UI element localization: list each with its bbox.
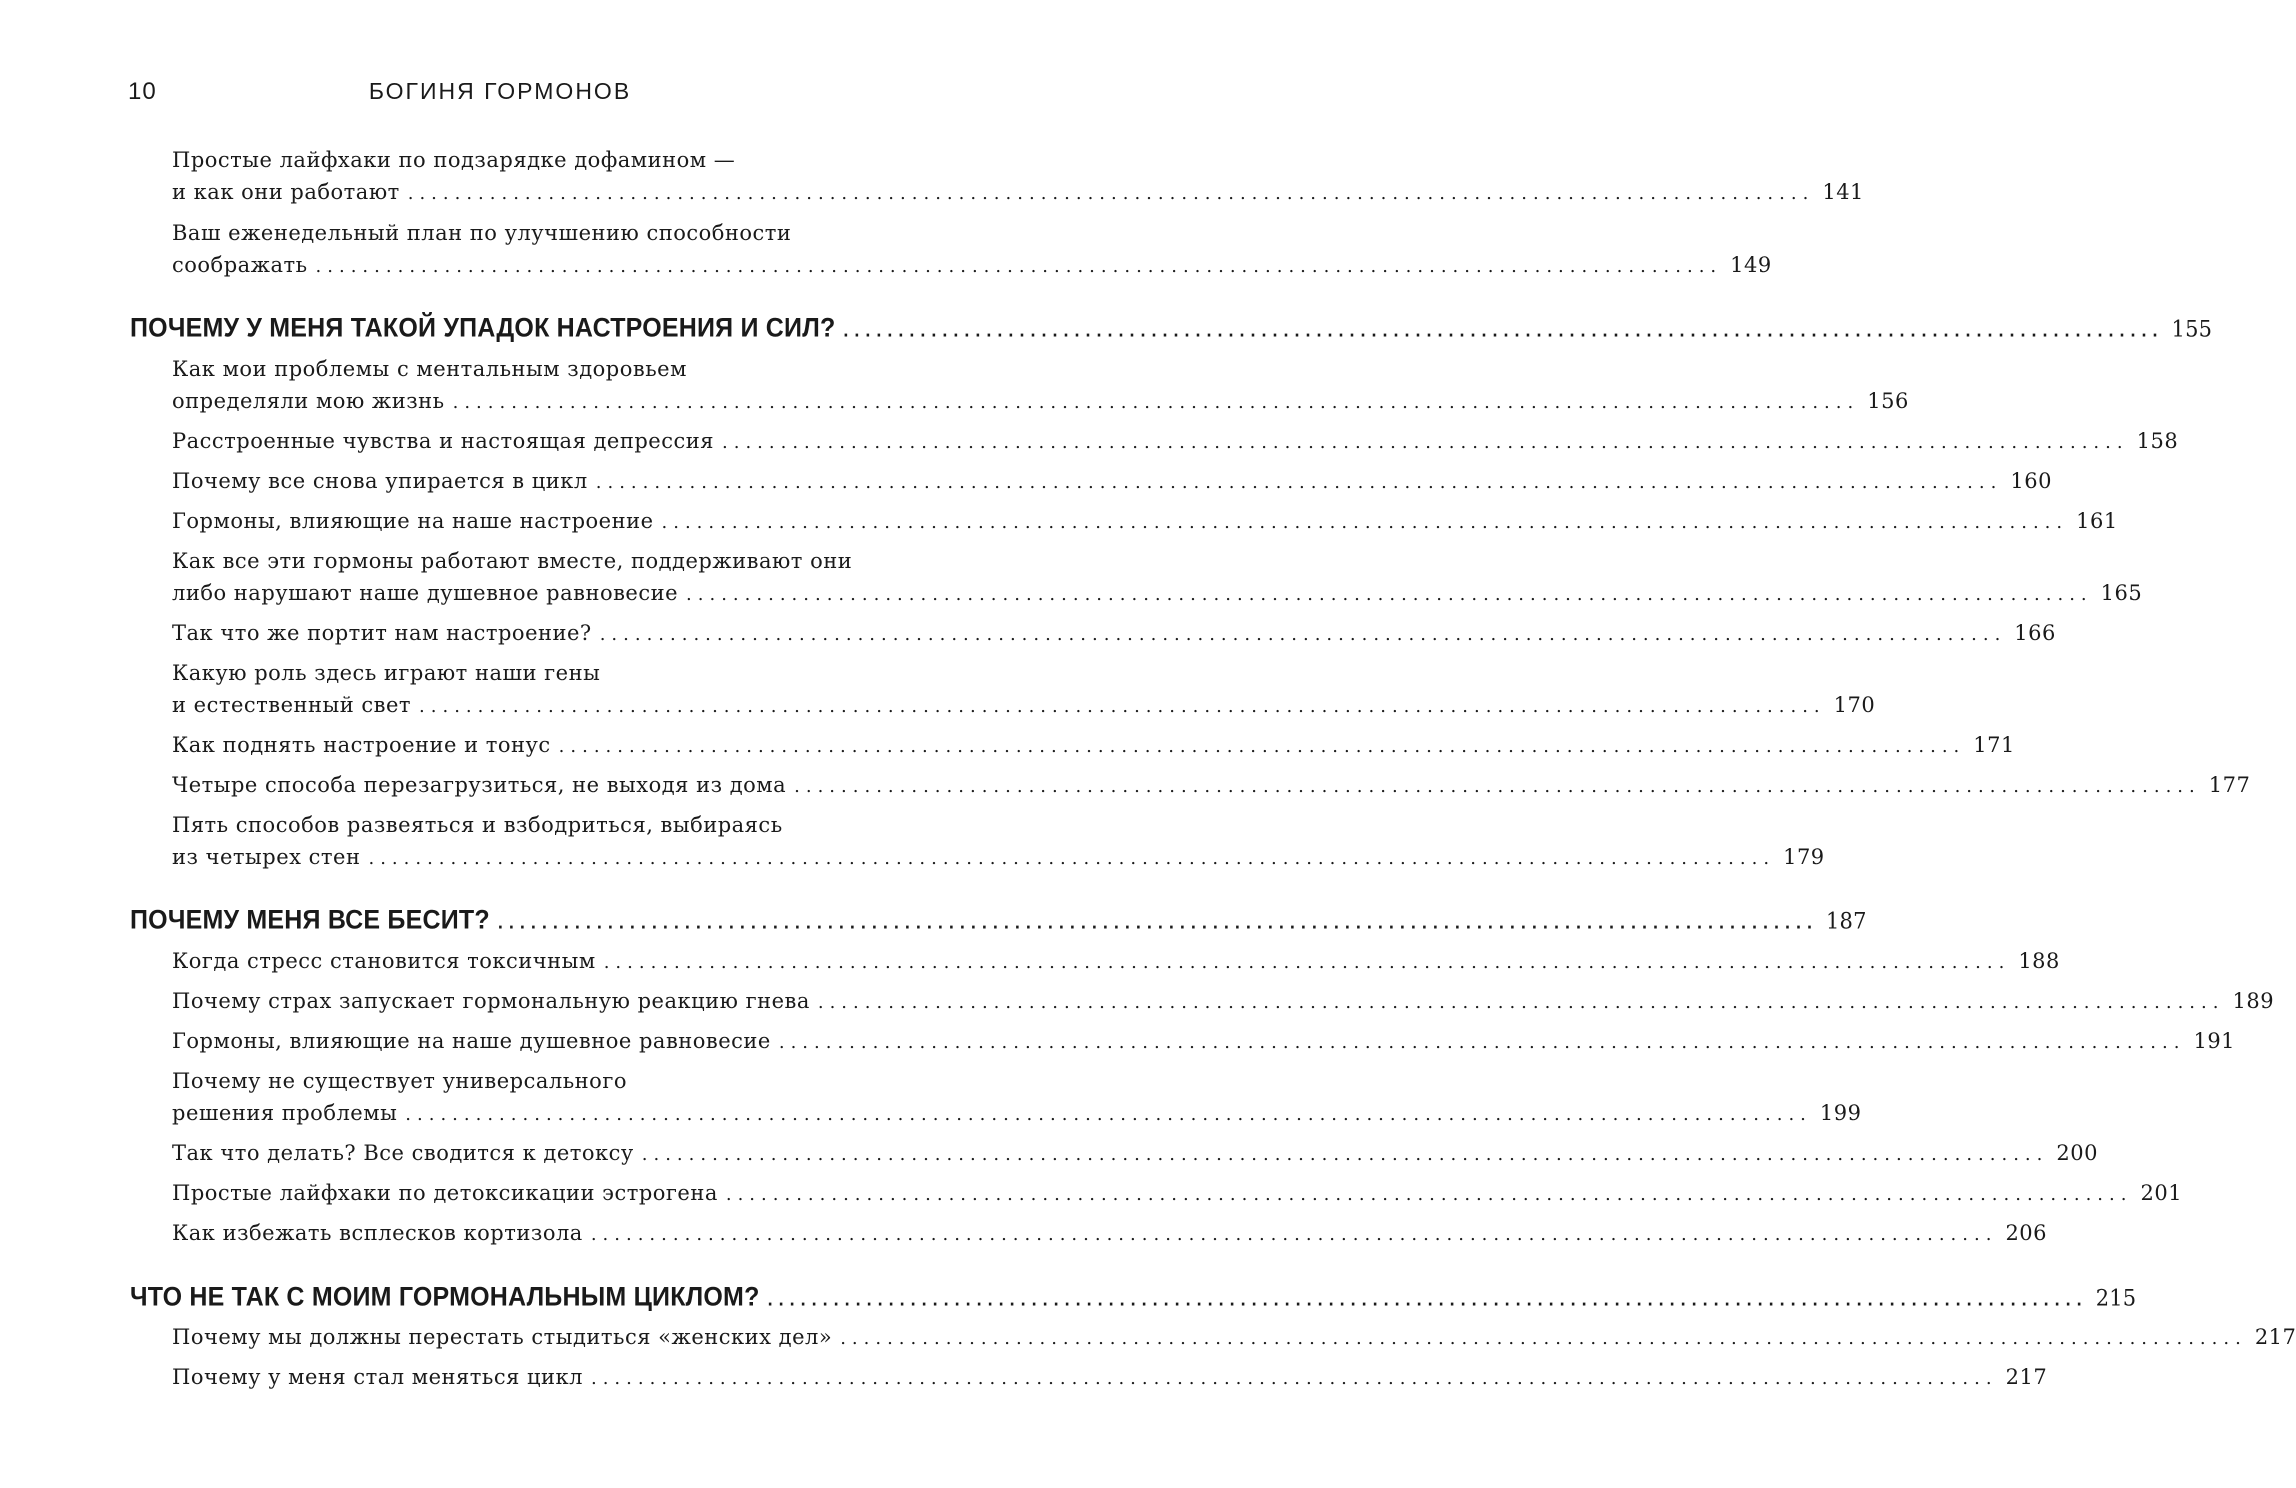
toc-page-number: 187 (1825, 908, 1867, 934)
toc-chapter[interactable] (130, 312, 2213, 344)
toc-page-number: 215 (2095, 1285, 2137, 1311)
toc-entry[interactable] (172, 1181, 2183, 1205)
toc-page-number: 149 (1730, 253, 1772, 277)
toc-entry[interactable] (172, 1221, 2048, 1245)
toc-leader-dots: ........................................................................................................................ (452, 392, 1860, 413)
toc-leader-dots: ........................................................................................................................ (725, 1184, 2133, 1205)
toc-leader-dots: ........................................................................................................................ (595, 472, 2003, 493)
toc-entry-text: Почему страх запускает гормональную реакцию гнева (172, 989, 810, 1013)
toc-entry-text: Почему мы должны перестать стыдиться «женских дел» (172, 1325, 833, 1349)
toc-entry[interactable] (172, 253, 1772, 277)
toc-entry-text: Так что делать? Все сводится к детоксу (172, 1141, 634, 1165)
toc-leader-dots: ........................................................................................................................ (315, 256, 1723, 277)
toc-entry[interactable] (172, 949, 2060, 973)
toc-leader-dots: ........................................................................................................................ (603, 952, 2011, 973)
toc-entry-text: Почему все снова упирается в цикл (172, 469, 588, 493)
toc-entry-text: Гормоны, влияющие на наше душевное равновесие (172, 1029, 771, 1053)
toc-leader-dots: ........................................................................................................................ (767, 1288, 2088, 1310)
toc-entry[interactable] (172, 693, 1876, 717)
toc-entry[interactable] (172, 621, 2056, 645)
toc-entry[interactable] (172, 1141, 2098, 1165)
toc-entry-text: Как все эти гормоны работают вместе, поддерживают они (172, 549, 853, 573)
toc-page-number: 170 (1833, 693, 1876, 717)
toc-page-number: 156 (1867, 389, 1909, 413)
toc-entry-text: либо нарушают наше душевное равновесие (172, 581, 679, 605)
toc-entry-text: Расстроенные чувства и настоящая депрессия (172, 429, 714, 453)
toc-entry-text: определяли мою жизнь (172, 389, 445, 413)
toc-page-number: 177 (2208, 773, 2251, 797)
toc-leader-dots: ........................................................................................................................ (843, 319, 2164, 341)
toc-leader-dots: ........................................................................................................................ (368, 848, 1776, 869)
toc-chapter[interactable] (130, 1281, 2137, 1313)
toc-entry-line (172, 1069, 916, 1093)
toc-entry[interactable] (172, 989, 2275, 1013)
toc-leader-dots: ........................................................................................................................ (641, 1144, 2049, 1165)
toc-leader-dots: ........................................................................................................................ (840, 1328, 2247, 1349)
toc-entry-line (172, 357, 916, 381)
toc-chapter-title: ЧТО НЕ ТАК С МОИМ ГОРМОНАЛЬНЫМ ЦИКЛОМ? (130, 1281, 760, 1313)
toc-entry[interactable] (172, 1101, 1862, 1125)
toc-entry[interactable] (172, 733, 2015, 757)
page-number: 10 (128, 78, 157, 105)
toc-leader-dots: ........................................................................................................................ (590, 1368, 1998, 1389)
toc-page-number: 141 (1822, 180, 1864, 204)
toc-page-number: 161 (2076, 509, 2118, 533)
toc-entry-text: Ваш еженедельный план по улучшению способности (172, 221, 792, 245)
toc-entry-text: Как поднять настроение и тонус (172, 733, 551, 757)
running-title: БОГИНЯ ГОРМОНОВ (368, 78, 632, 104)
toc-entry-text: и естественный свет (172, 693, 412, 717)
toc-entry[interactable] (172, 845, 1825, 869)
toc-entry-text: Простые лайфхаки по детоксикации эстрогена (172, 1181, 718, 1205)
toc-entry[interactable] (172, 180, 1864, 204)
toc-page-number: 217 (2254, 1325, 2296, 1349)
toc-leader-dots: ........................................................................................................................ (405, 1104, 1812, 1125)
toc-page-number: 165 (2100, 581, 2143, 605)
toc-leader-dots: ........................................................................................................................ (794, 776, 2201, 797)
toc-entry-text: Гормоны, влияющие на наше настроение (172, 509, 654, 533)
toc-chapter-title: ПОЧЕМУ МЕНЯ ВСЕ БЕСИТ? (130, 904, 490, 936)
toc-chapter-title: ПОЧЕМУ У МЕНЯ ТАКОЙ УПАДОК НАСТРОЕНИЯ И СИЛ? (130, 312, 836, 344)
toc-page-number: 199 (1819, 1101, 1862, 1125)
toc-entry-text: Так что же портит нам настроение? (172, 621, 592, 645)
toc-entry-text: и как они работают (172, 180, 400, 204)
toc-page-number: 166 (2014, 621, 2056, 645)
toc-page-number: 191 (2193, 1029, 2236, 1053)
toc-page-number: 200 (2056, 1141, 2098, 1165)
toc-page-number: 201 (2140, 1181, 2183, 1205)
toc-entry[interactable] (172, 429, 2179, 453)
toc-page-number: 188 (2018, 949, 2060, 973)
toc-entry-line (172, 148, 916, 172)
toc-entry-line (172, 549, 916, 573)
toc-entry-line (172, 661, 916, 685)
toc-entry-text: Почему у меня стал меняться цикл (172, 1365, 583, 1389)
toc-page-number: 179 (1783, 845, 1825, 869)
toc-entry-text: соображать (172, 253, 308, 277)
toc-leader-dots: ........................................................................................................................ (722, 432, 2129, 453)
toc-entry-text: Как избежать всплесков кортизола (172, 1221, 583, 1245)
toc-page-number: 155 (2171, 316, 2213, 342)
toc-entry[interactable] (172, 1365, 2048, 1389)
toc-entry[interactable] (172, 469, 2052, 493)
toc-leader-dots: ........................................................................................................................ (590, 1224, 1998, 1245)
toc-leader-dots: ........................................................................................................................ (497, 911, 1818, 933)
toc-entry-line (172, 813, 916, 837)
toc-entry[interactable] (172, 389, 1909, 413)
toc-entry[interactable] (172, 1325, 2296, 1349)
toc-entry-text: Какую роль здесь играют наши гены (172, 661, 601, 685)
toc-page-number: 217 (2005, 1365, 2048, 1389)
toc-entry-text: Когда стресс становится токсичным (172, 949, 596, 973)
toc-entry[interactable] (172, 773, 2251, 797)
toc-entry-line (172, 221, 916, 245)
toc-leader-dots: ........................................................................................................................ (558, 736, 1966, 757)
toc-leader-dots: ........................................................................................................................ (419, 696, 1826, 717)
toc-entry-text: из четырех стен (172, 845, 361, 869)
toc-entry-text: Как мои проблемы с ментальным здоровьем (172, 357, 687, 381)
page-header (0, 78, 1000, 110)
toc-leader-dots: ........................................................................................................................ (661, 512, 2069, 533)
toc-leader-dots: ........................................................................................................................ (817, 992, 2225, 1013)
toc-entry-text: Простые лайфхаки по подзарядке дофамином — (172, 148, 736, 172)
toc-page-number: 171 (1973, 733, 2015, 757)
toc-leader-dots: ........................................................................................................................ (599, 624, 2007, 645)
toc-page-number: 158 (2136, 429, 2179, 453)
toc-entry[interactable] (172, 1029, 2236, 1053)
toc-page-number: 189 (2232, 989, 2275, 1013)
toc-entry-text: Четыре способа перезагрузиться, не выходя из дома (172, 773, 787, 797)
toc-leader-dots: ........................................................................................................................ (778, 1032, 2186, 1053)
toc-chapter[interactable] (130, 904, 1867, 936)
toc-page-number: 160 (2010, 469, 2052, 493)
toc-entry-text: Пять способов развеяться и взбодриться, выбираясь (172, 813, 783, 837)
toc-leader-dots: ........................................................................................................................ (686, 584, 2093, 605)
toc-leader-dots: ........................................................................................................................ (407, 183, 1815, 204)
toc-entry-text: Почему не существует универсального (172, 1069, 627, 1093)
toc-entry[interactable] (172, 581, 2143, 605)
toc-entry[interactable] (172, 509, 2118, 533)
toc-entry-text: решения проблемы (172, 1101, 398, 1125)
toc-page-number: 206 (2005, 1221, 2048, 1245)
